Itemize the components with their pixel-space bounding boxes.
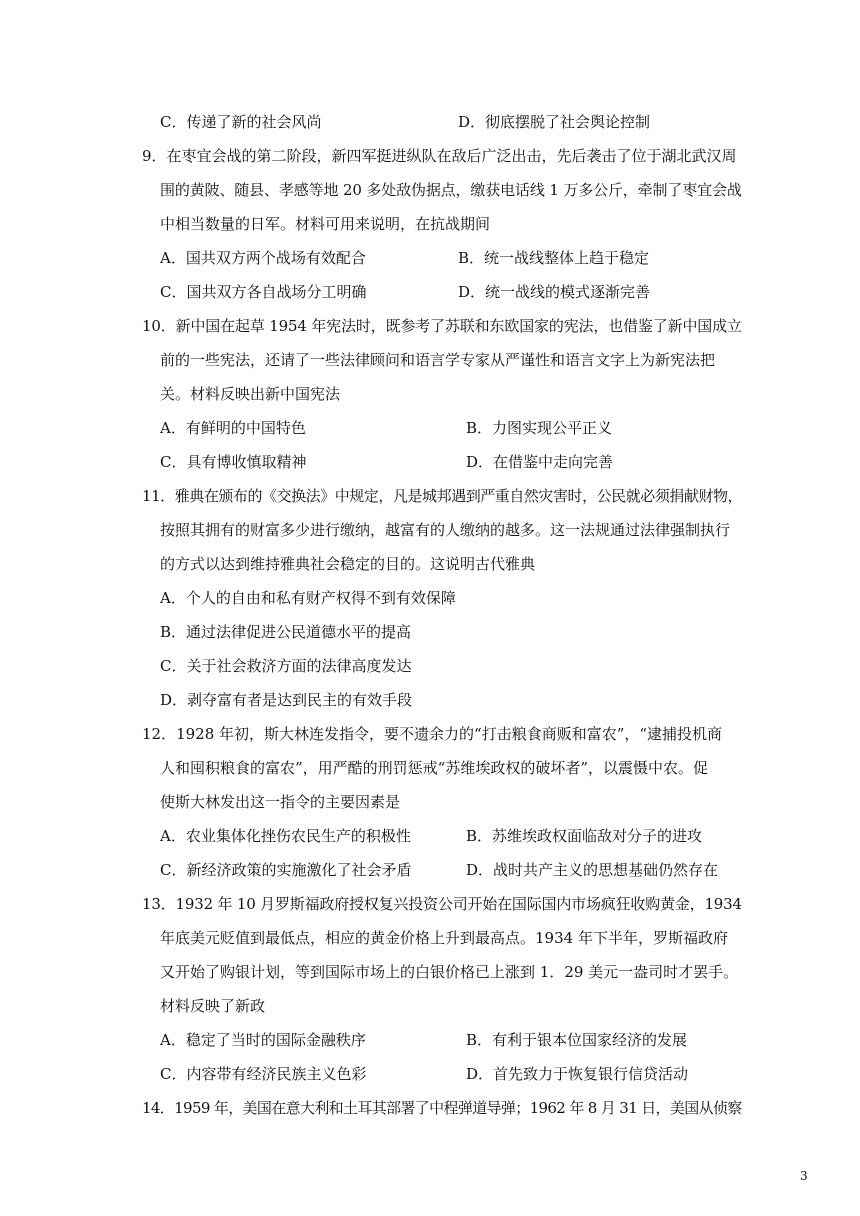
q9-option-b: B．统一战线整体上趋于稳定 — [458, 249, 650, 267]
q12-option-b: B．苏维埃政权面临敌对分子的进攻 — [466, 827, 703, 845]
q10-stem-line-1: 10．新中国在起草 1954 年宪法时，既参考了苏联和东欧国家的宪法，也借鉴了新中国成立 — [142, 317, 742, 335]
q12-option-d: D．战时共产主义的思想基础仍然存在 — [466, 861, 719, 879]
q11-option-c: C．关于社会救济方面的法律高度发达 — [160, 657, 412, 675]
q12-option-a: A．农业集体化挫伤农民生产的积极性 — [160, 827, 411, 845]
q12-stem-line-1: 12．1928 年初，斯大林连发指令，要不遗余力的“打击粮食商贩和富农”，“逮捕投机商 — [142, 725, 723, 743]
q14-stem-line-1: 14．1959 年，美国在意大利和土耳其部署了中程弹道导弹；1962 年 8 月 31 日，美国从侦察 — [142, 1099, 742, 1117]
q11-stem-line-3: 的方式以达到维持雅典社会稳定的目的。这说明古代雅典 — [160, 555, 536, 573]
q9-option-c: C．国共双方各自战场分工明确 — [160, 283, 367, 301]
page-number: 3 — [800, 1169, 808, 1183]
q13-stem-line-2: 年底美元贬值到最低点，相应的黄金价格上升到最高点。1934 年下半年，罗斯福政府 — [160, 929, 728, 947]
q11-option-a: A．个人的自由和私有财产权得不到有效保障 — [160, 589, 456, 607]
q11-stem-line-2: 按照其拥有的财富多少进行缴纳，越富有的人缴纳的越多。这一法规通过法律强制执行 — [160, 521, 731, 539]
q13-stem-line-4: 材料反映了新政 — [160, 997, 266, 1015]
q10-stem-line-2: 前的一些宪法，还请了一些法律顾问和语言学专家从严谨性和语言文字上为新宪法把 — [160, 351, 716, 369]
q10-option-b: B．力图实现公平正义 — [466, 419, 613, 437]
q10-option-c: C．具有博收慎取精神 — [160, 453, 307, 471]
q10-option-d: D．在借鉴中走向完善 — [466, 453, 614, 471]
q8-option-d: D．彻底摆脱了社会舆论控制 — [458, 113, 651, 131]
q12-stem-line-2: 人和囤积粮食的富农”，用严酷的刑罚惩戒“苏维埃政权的破坏者”，以震慑中农。促 — [160, 759, 709, 777]
q13-stem-line-3: 又开始了购银计划，等到国际市场上的白银价格已上涨到 1．29 美元一盎司时才罢手。 — [160, 963, 739, 981]
q12-option-c: C．新经济政策的实施激化了社会矛盾 — [160, 861, 412, 879]
q9-stem-line-2: 围的黄陂、随县、孝感等地 20 多处敌伪据点，缴获电话线 1 万多公斤，牵制了枣宜会战 — [160, 181, 742, 199]
q10-stem-line-3: 关。材料反映出新中国宪法 — [160, 385, 341, 403]
q12-stem-line-3: 使斯大林发出这一指令的主要因素是 — [160, 793, 401, 811]
q9-option-a: A．国共双方两个战场有效配合 — [160, 249, 366, 267]
q13-stem-line-1: 13．1932 年 10 月罗斯福政府授权复兴投资公司开始在国际国内市场疯狂收购黄金，1934 — [142, 895, 742, 913]
q11-option-d: D．剥夺富有者是达到民主的有效手段 — [160, 691, 413, 709]
q9-option-d: D．统一战线的模式逐渐完善 — [458, 283, 651, 301]
q13-option-c: C．内容带有经济民族主义色彩 — [160, 1065, 367, 1083]
q10-option-a: A．有鲜明的中国特色 — [160, 419, 306, 437]
q13-option-b: B．有利于银本位国家经济的发展 — [466, 1031, 688, 1049]
q11-option-b: B．通过法律促进公民道德水平的提高 — [160, 623, 412, 641]
q11-stem-line-1: 11．雅典在颁布的《交换法》中规定，凡是城邦遇到严重自然灾害时，公民就必须捐献财物， — [142, 487, 743, 505]
q13-option-a: A．稳定了当时的国际金融秩序 — [160, 1031, 366, 1049]
q8-option-c: C．传递了新的社会风尚 — [160, 113, 322, 131]
q9-stem-line-3: 中相当数量的日军。材料可用来说明，在抗战期间 — [160, 215, 491, 233]
q13-option-d: D．首先致力于恢复银行信贷活动 — [466, 1065, 689, 1083]
q9-stem-line-1: 9．在枣宜会战的第二阶段，新四军挺进纵队在敌后广泛出击，先后袭击了位于湖北武汉周 — [142, 147, 737, 165]
